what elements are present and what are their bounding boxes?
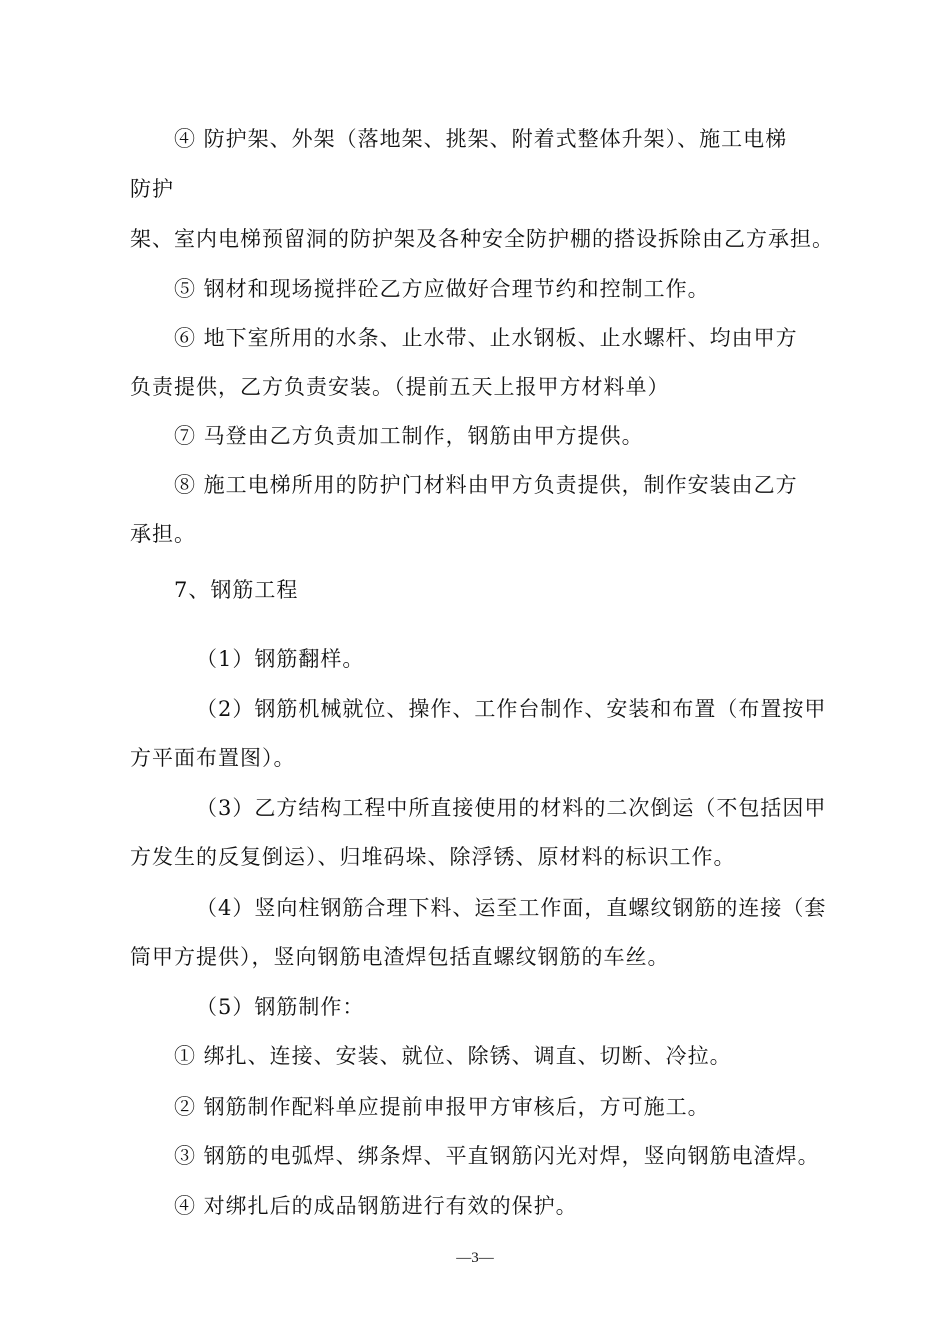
text-line: ② 钢筋制作配料单应提前申报甲方审核后，方可施工。 [174, 1095, 710, 1119]
text-line: 承担。 [130, 522, 196, 546]
text-line: （5）钢筋制作： [196, 995, 365, 1019]
text-line: 负责提供，乙方负责安装。（提前五天上报甲方材料单） [130, 375, 670, 399]
text-line: 防护 [130, 177, 174, 201]
text-line: 方平面布置图）。 [130, 746, 296, 770]
text-line: （4）竖向柱钢筋合理下料、运至工作面，直螺纹钢筋的连接（套 [196, 896, 827, 920]
text-line: ③ 钢筋的电弧焊、绑条焊、平直钢筋闪光对焊，竖向钢筋电渣焊。 [174, 1144, 820, 1168]
text-line: （3）乙方结构工程中所直接使用的材料的二次倒运（不包括因甲 [196, 796, 827, 820]
text-line: 方发生的反复倒运）、归堆码垛、除浮锈、原材料的标识工作。 [130, 845, 736, 869]
text-line: ④ 防护架、外架（落地架、挑架、附着式整体升架）、施工电梯 [174, 127, 788, 151]
text-line: ⑦ 马登由乙方负责加工制作，钢筋由甲方提供。 [174, 424, 644, 448]
text-line: 架、室内电梯预留洞的防护架及各种安全防护棚的搭设拆除由乙方承担。 [130, 227, 834, 251]
section-heading: 7、钢筋工程 [174, 578, 299, 602]
text-line: ① 绑扎、连接、安装、就位、除锈、调直、切断、冷拉。 [174, 1044, 732, 1068]
text-line: ⑤ 钢材和现场搅拌砼乙方应做好合理节约和控制工作。 [174, 277, 710, 301]
text-line: ⑧ 施工电梯所用的防护门材料由甲方负责提供，制作安装由乙方 [174, 473, 798, 497]
text-line: ⑥ 地下室所用的水条、止水带、止水钢板、止水螺杆、均由甲方 [174, 326, 798, 350]
page-number: —3— [456, 1250, 494, 1266]
text-line: 筒甲方提供），竖向钢筋电渣焊包括直螺纹钢筋的车丝。 [130, 945, 670, 969]
text-line: （1）钢筋翻样。 [196, 647, 365, 671]
text-line: ④ 对绑扎后的成品钢筋进行有效的保护。 [174, 1194, 578, 1218]
text-line: （2）钢筋机械就位、操作、工作台制作、安装和布置（布置按甲 [196, 697, 827, 721]
